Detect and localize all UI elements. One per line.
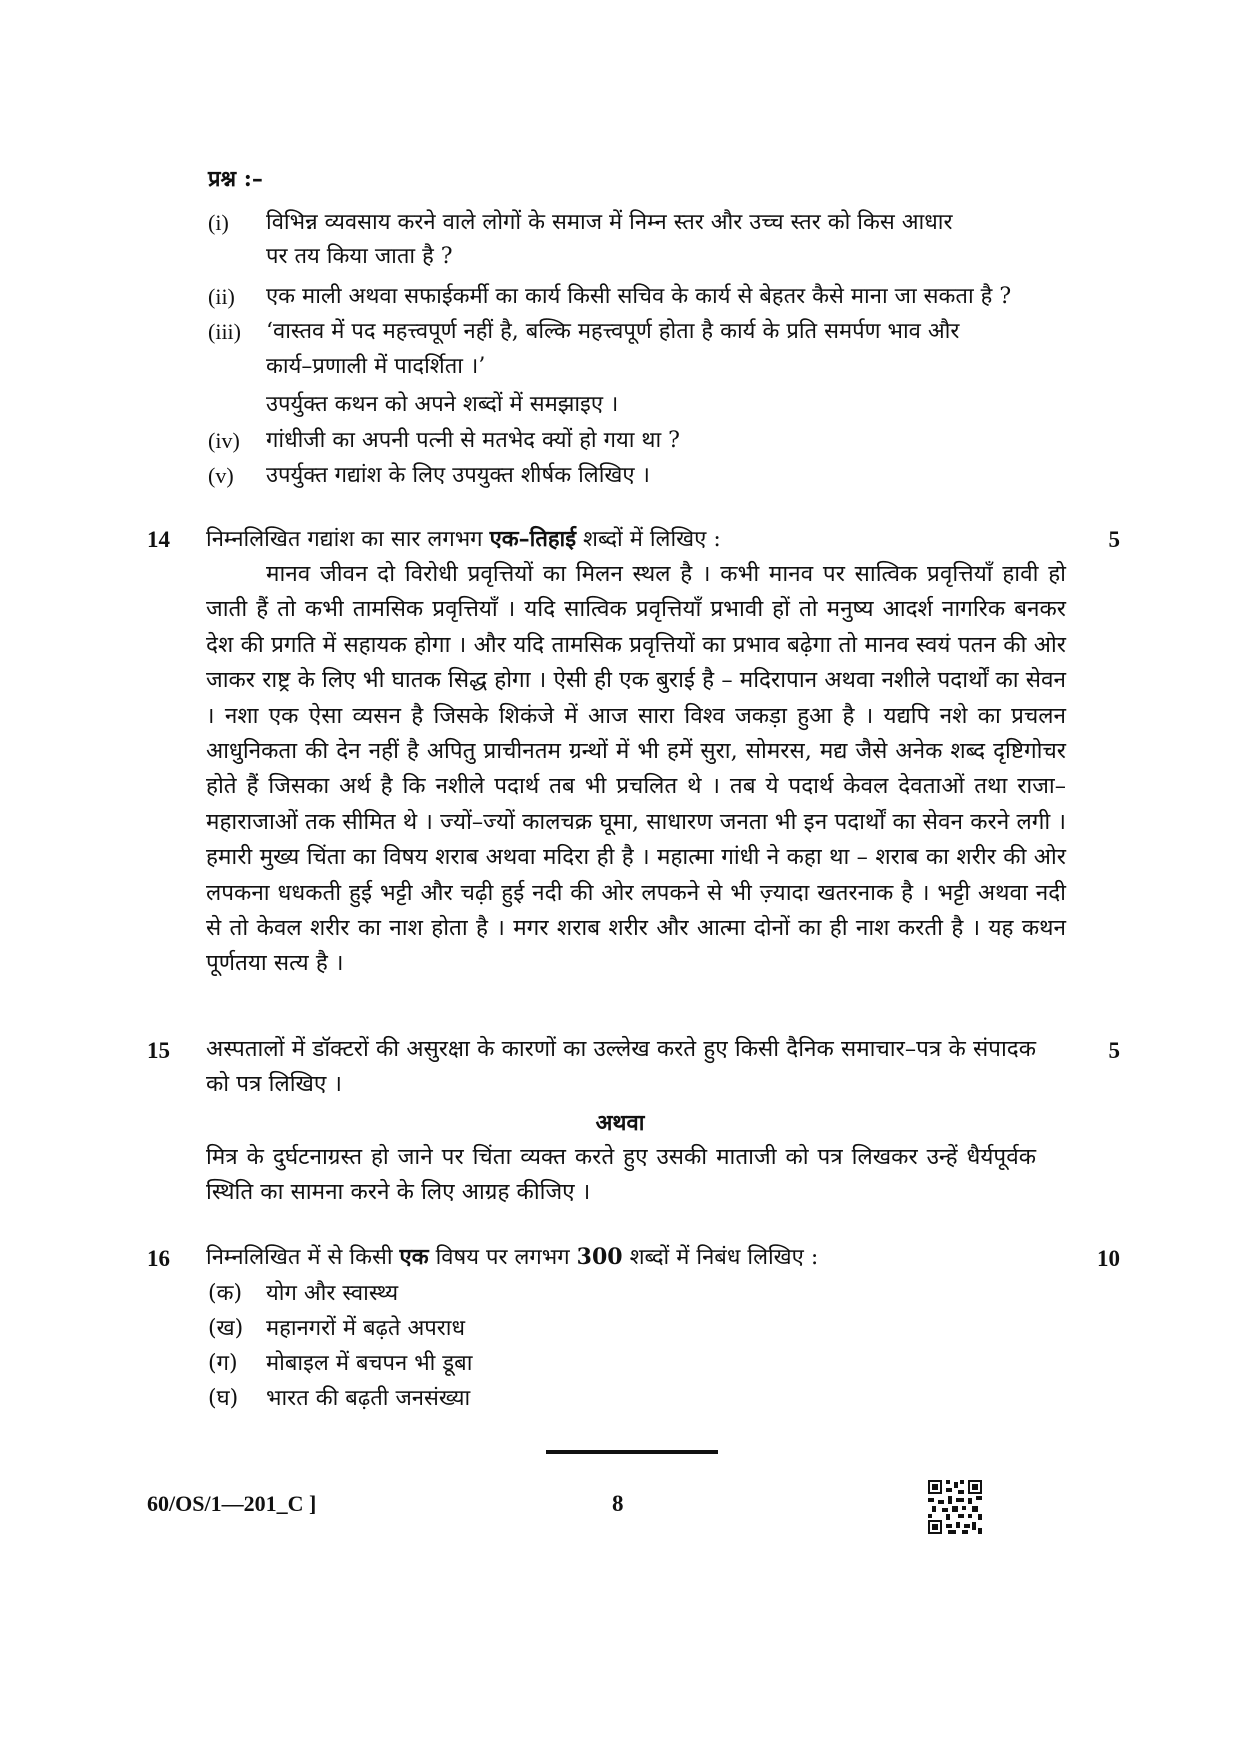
end-divider <box>546 1450 718 1454</box>
q14-prompt-part: निम्नलिखित गद्यांश का सार लगभग <box>206 527 490 552</box>
q16-prompt-bold: 300 <box>576 1244 623 1270</box>
q16-prompt-part: निम्नलिखित में से किसी <box>206 1245 400 1270</box>
q16-prompt-part: शब्दों में निबंध लिखिए : <box>622 1245 819 1270</box>
question-line: उपर्युक्त कथन को अपने शब्दों में समझाइए । <box>266 392 619 417</box>
question-line: पर तय किया जाता है ? <box>266 244 453 269</box>
option-label: (ग) <box>208 1351 238 1376</box>
q16-prompt-bold: एक <box>399 1244 429 1270</box>
q14-marks: 5 <box>1108 527 1120 552</box>
q16-prompt <box>206 1240 818 1275</box>
q16-prompt-part: विषय पर लगभग <box>428 1245 577 1270</box>
q15-number: 15 <box>147 1038 170 1063</box>
question-number: (ii) <box>208 284 235 309</box>
option-text: महानगरों में बढ़ते अपराध <box>266 1316 465 1341</box>
paper-code: 60/OS/1—201_C ] <box>147 1491 317 1516</box>
question-number: (i) <box>208 210 229 235</box>
q14-prompt <box>206 522 721 557</box>
q14-number: 14 <box>147 527 170 552</box>
question-number: (iv) <box>208 428 240 453</box>
q16-marks: 10 <box>1097 1246 1120 1271</box>
question-line: कार्य–प्रणाली में पादर्शिता ।’ <box>266 354 486 379</box>
option-label: (ख) <box>208 1316 244 1341</box>
q14-prompt-part: शब्दों में लिखिए : <box>576 527 721 552</box>
q14-prompt-bold: एक–तिहाई <box>489 526 577 552</box>
option-text: मोबाइल में बचपन भी डूबा <box>266 1351 473 1376</box>
option-label: (क) <box>208 1281 243 1306</box>
q15-text: अस्पतालों में डॉक्टरों की असुरक्षा के कारणों का उल्लेख करते हुए किसी दैनिक समाचार–पत्र के संपादक को पत्र लिखिए । <box>206 1036 1036 1097</box>
page-number: 8 <box>612 1491 624 1516</box>
option-text: भारत की बढ़ती जनसंख्या <box>266 1386 471 1411</box>
q15-alt-text: मित्र के दुर्घटनाग्रस्त हो जाने पर चिंता व्यक्त करते हुए उसकी माताजी को पत्र लिखकर उन्हें धैर्यपूर्वक स्थिति का सामना करने के लिए आग्रह कीजिए । <box>206 1144 1036 1205</box>
question-line: गांधीजी का अपनी पत्नी से मतभेद क्यों हो गया था ? <box>266 428 680 453</box>
question-number: (v) <box>208 463 234 488</box>
option-text: योग और स्वास्थ्य <box>266 1281 399 1306</box>
qr-code-icon <box>928 1480 982 1534</box>
question-number: (iii) <box>208 319 241 344</box>
question-line: उपर्युक्त गद्यांश के लिए उपयुक्त शीर्षक लिखिए । <box>266 463 650 488</box>
option-label: (घ) <box>208 1386 239 1411</box>
question-line: विभिन्न व्यवसाय करने वाले लोगों के समाज में निम्न स्तर और उच्च स्तर को किस आधार <box>266 210 953 235</box>
q14-passage: मानव जीवन दो विरोधी प्रवृत्तियों का मिलन स्थल है । कभी मानव पर सात्विक प्रवृत्तियाँ हावी हो जाती हैं तो कभी तामसिक प्रवृत्तियाँ । यदि सात्विक प्रवृत्तियाँ प्रभावी हों तो मनुष्य आदर्श नागरिक बनकर देश की प्रगति में सहायक होगा । और यदि तामसिक प्रवृत्तियों का प्रभाव बढ़ेगा तो मानव स्वयं पतन की ओर जाकर राष्ट्र के लिए भी घातक सिद्ध होगा । ऐसी ही एक बुराई है – मदिरापान अथवा नशीले पदार्थों का सेवन । नशा एक ऐसा व्यसन है जिसके शिकंजे में आज सारा विश्व जकड़ा हुआ है । यद्यपि नशे का प्रचलन आधुनिकता की देन नहीं है अपितु प्राचीनतम ग्रन्थों में भी हमें सुरा, सोमरस, मद्य जैसे अनेक शब्द दृष्टिगोचर होते हैं जिसका अर्थ है कि नशीले पदार्थ तब भी प्रचलित थे । तब ये पदार्थ केवल देवताओं तथा राजा–महाराजाओं तक सीमित थे । ज्यों–ज्यों कालचक्र घूमा, साधारण जनता भी इन पदार्थों का सेवन करने लगी । हमारी मुख्य चिंता का विषय शराब अथवा मदिरा ही है । महात्मा गांधी ने कहा था – शराब का शरीर की ओर लपकना धधकती हुई भट्टी और चढ़ी हुई नदी की ओर लपकने से भी ज़्यादा खतरनाक है । भट्टी अथवा नदी से तो केवल शरीर का नाश होता है । मगर शराब शरीर और आत्मा दोनों का ही नाश करती है । यह कथन पूर्णतया सत्य है । <box>206 561 1066 977</box>
question-line: ‘वास्तव में पद महत्त्वपूर्ण नहीं है, बल्कि महत्त्वपूर्ण होता है कार्य के प्रति समर्पण भाव और <box>266 319 960 344</box>
or-label: अथवा <box>595 1110 645 1136</box>
questions-heading: प्रश्न :– <box>208 166 263 192</box>
q16-number: 16 <box>147 1246 170 1271</box>
question-line: एक माली अथवा सफाईकर्मी का कार्य किसी सचिव के कार्य से बेहतर कैसे माना जा सकता है ? <box>266 284 1012 309</box>
q15-marks: 5 <box>1108 1038 1120 1063</box>
